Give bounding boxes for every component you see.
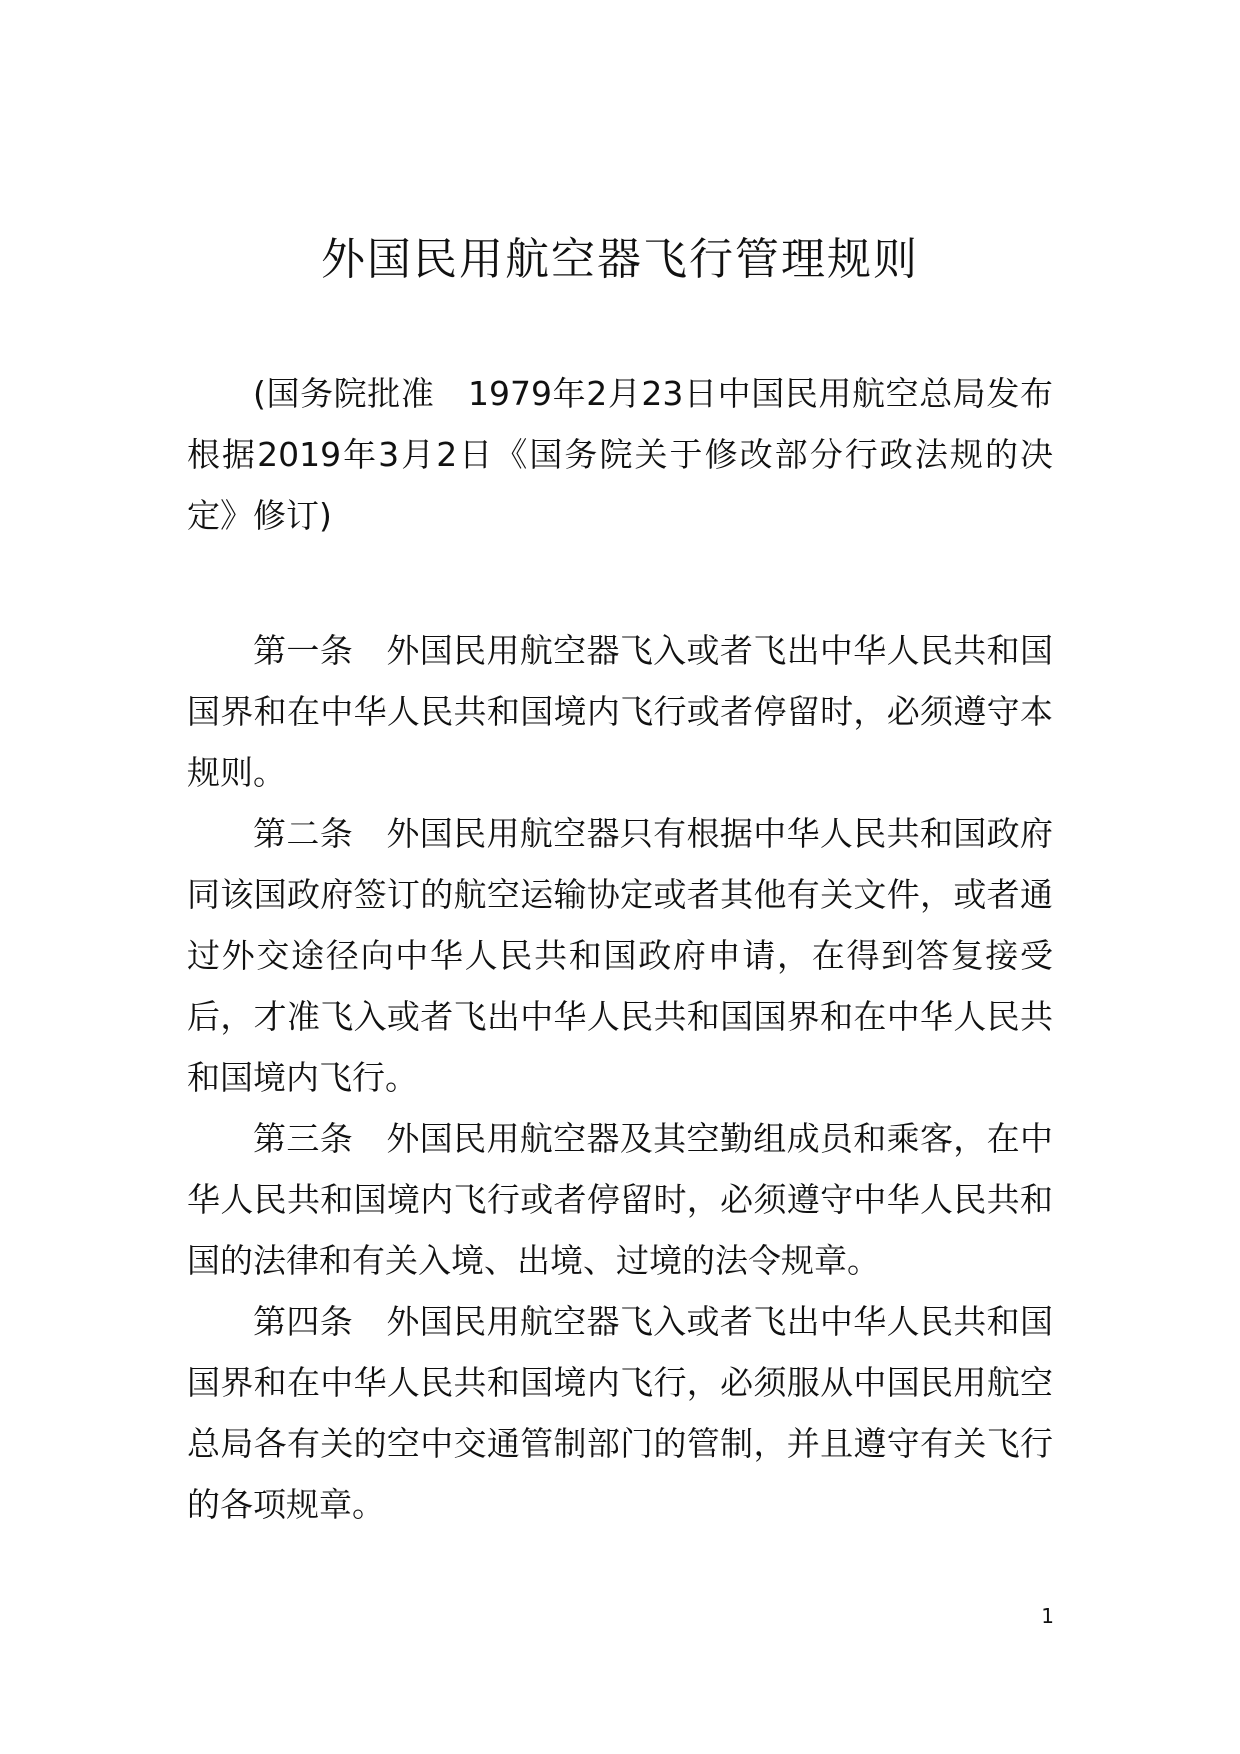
article-number: 第四条 <box>253 1302 354 1341</box>
articles-block <box>187 620 1053 1535</box>
article-paragraph <box>187 620 1053 803</box>
article-text: 外国民用航空器飞入或者飞出中华人民共和国国界和在中华人民共和国境内飞行，必须服从中国民用航空总局各有关的空中交通管制部门的管制，并且遵守有关飞行的各项规章。 <box>187 1302 1054 1524</box>
article-text: 外国民用航空器及其空勤组成员和乘客，在中华人民共和国境内飞行或者停留时，必须遵守中华人民共和国的法律和有关入境、出境、过境的法令规章。 <box>187 1119 1054 1280</box>
article-paragraph <box>187 1108 1053 1291</box>
preamble-text: (国务院批准 1979年2月23日中国民用航空总局发布 根据2019年3月2日《国务院关于修改部分行政法规的决定》修订) <box>187 374 1086 535</box>
article-paragraph <box>187 1291 1053 1535</box>
article-text: 外国民用航空器飞入或者飞出中华人民共和国国界和在中华人民共和国境内飞行或者停留时，必须遵守本规则。 <box>187 631 1054 792</box>
article-paragraph <box>187 803 1053 1108</box>
page-number: 1 <box>1041 1604 1054 1628</box>
article-text: 外国民用航空器只有根据中华人民共和国政府同该国政府签订的航空运输协定或者其他有关文件，或者通过外交途径向中华人民共和国政府申请，在得到答复接受后，才准飞入或者飞出中华人民共和国国界和在中华人民共和国境内飞行。 <box>187 814 1054 1097</box>
document-title: 外国民用航空器飞行管理规则 <box>321 234 919 285</box>
preamble-block <box>187 363 1086 546</box>
article-number: 第三条 <box>253 1119 354 1158</box>
article-number: 第一条 <box>253 631 354 670</box>
article-number: 第二条 <box>253 814 354 853</box>
